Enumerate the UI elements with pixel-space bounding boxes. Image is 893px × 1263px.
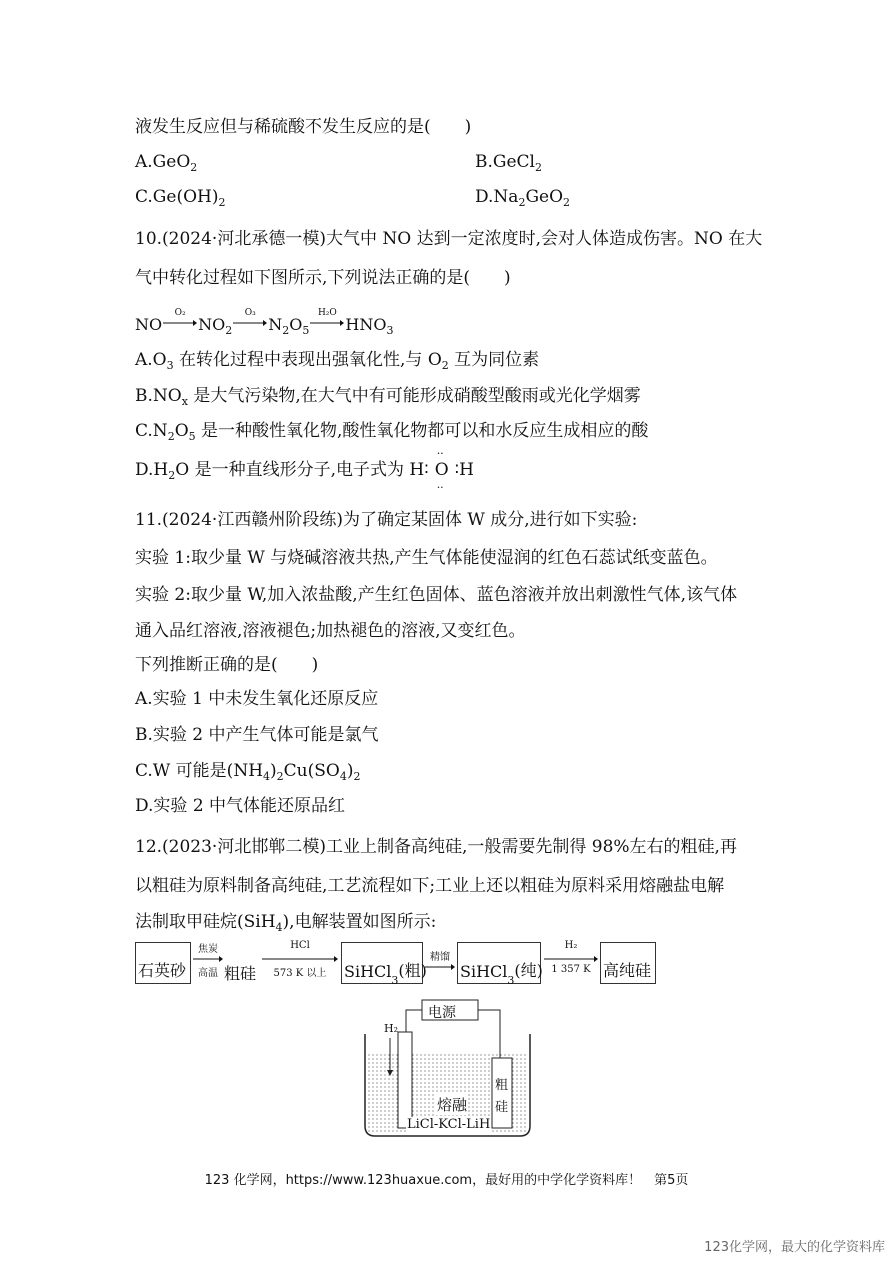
flow-box-sihcl3-pure: SiHCl 3 (纯): [457, 942, 541, 984]
q9-option-a: A.GeO$_2$: [135, 152, 198, 174]
page-footer: 123 化学网，https://www.123huaxue.com，最好用的中学化学资料库！ 第5页: [204, 1173, 689, 1188]
flow-arrow-2: HCl 573 K 以上: [262, 940, 338, 980]
q10-option-d: $D.H_2O$ 是一种直线形分子,电子式为 H∶ ·· O ·· ∶H: [135, 447, 474, 494]
rod-label-bottom: 硅: [495, 1100, 509, 1115]
q11-option-b: B.实验 2 中产生气体可能是氯气: [135, 725, 379, 745]
q10-option-b: $B.NO_x$ 是大气污染物,在大气中有可能形成硝酸型酸雨或光化学烟雾: [135, 386, 641, 408]
q10-option-a: $A.O_3$ 在转化过程中表现出强氧化性,与 $O_2$ 互为同位素: [135, 350, 540, 372]
q9-option-c: $C.Ge(OH)_2$: [135, 187, 226, 209]
flow-arrow-3: 精馏: [425, 940, 455, 980]
q11-option-a: A.实验 1 中未发生氧化还原反应: [135, 689, 379, 709]
flow-crude-silicon: 粗硅: [224, 964, 257, 983]
q9-stem-tail: 液发生反应但与稀硫酸不发生反应的是( ): [135, 117, 472, 137]
q9-option-b: B.GeCl$_2$: [475, 152, 542, 174]
watermark: 123化学网，最大的化学资料库: [704, 1240, 885, 1255]
lewis-bond: ∶: [424, 460, 429, 480]
flow-arrow-1: 焦炭 高温: [193, 940, 223, 980]
q11-experiment-1: 实验 1:取少量 W 与烧碱溶液共热,产生气体能使湿润的红色石蕊试纸变蓝色。: [135, 548, 718, 568]
reaction-arrow: H₂O: [310, 308, 344, 334]
q11-experiment-2-line1: 实验 2:取少量 W,加入浓盐酸,产生红色固体、蓝色溶液并放出刺激性气体,该气体: [135, 585, 738, 605]
reaction-arrow: O₃: [233, 308, 267, 334]
q12-stem-line3: 法制取甲硅烷(SiH$_4$),电解装置如图所示:: [135, 912, 437, 934]
q10-stem-line2: 气中转化过程如下图所示,下列说法正确的是( ): [135, 268, 511, 288]
flow-box-high-purity-silicon: 高纯硅: [600, 942, 656, 984]
flow-box-quartz-sand: 石英砂: [135, 942, 191, 984]
q10-option-c: $C.N_2O_5$ 是一种酸性氧化物,酸性氧化物都可以和水反应生成相应的酸: [135, 421, 649, 443]
electrolyte-label: LiCl-KCl-LiH: [407, 1117, 491, 1132]
q11-ask: 下列推断正确的是( ): [135, 655, 319, 675]
q9-option-d: $D.Na_2GeO_2$: [475, 187, 571, 209]
q10-conversion-chain: NO O₂ $NO_2$ O₃ $N_2O_5$ H₂O $HNO_3$: [135, 308, 394, 337]
q11-option-d: D.实验 2 中气体能还原品红: [135, 796, 346, 816]
q11-stem: 11.(2024·江西赣州阶段练)为了确定某固体 W 成分,进行如下实验:: [135, 510, 638, 530]
q10-stem-line1: 10.(2024·河北承德一模)大气中 NO 达到一定浓度时,会对人体造成伤害。NO 在大: [135, 229, 763, 249]
power-source-label: 电源: [428, 1005, 456, 1021]
lewis-oxygen: ·· O ··: [434, 447, 449, 494]
melt-label: 熔融: [437, 1096, 468, 1114]
q11-option-c: C.W 可能是$(NH_4)_2Cu(SO_4)_2$: [135, 761, 361, 783]
q12-stem-line2: 以粗硅为原料制备高纯硅,工艺流程如下;工业上还以粗硅为原料采用熔融盐电解: [135, 876, 725, 896]
reaction-arrow: O₂: [163, 308, 197, 334]
q11-experiment-2-line2: 通入品红溶液,溶液褪色;加热褪色的溶液,又变红色。: [135, 621, 526, 641]
flow-box-sihcl3-crude: SiHCl 3 (粗): [341, 942, 423, 984]
q12-stem-line1: 12.(2023·河北邯郸二模)工业上制备高纯硅,一般需要先制得 98%左右的粗硅,再: [135, 837, 737, 857]
flow-arrow-4: H₂ 1 357 K: [544, 940, 598, 980]
electrolysis-cell-diagram: [360, 998, 535, 1138]
h2-inlet-label: H₂: [384, 1022, 399, 1035]
rod-label-top: 粗: [495, 1078, 509, 1093]
